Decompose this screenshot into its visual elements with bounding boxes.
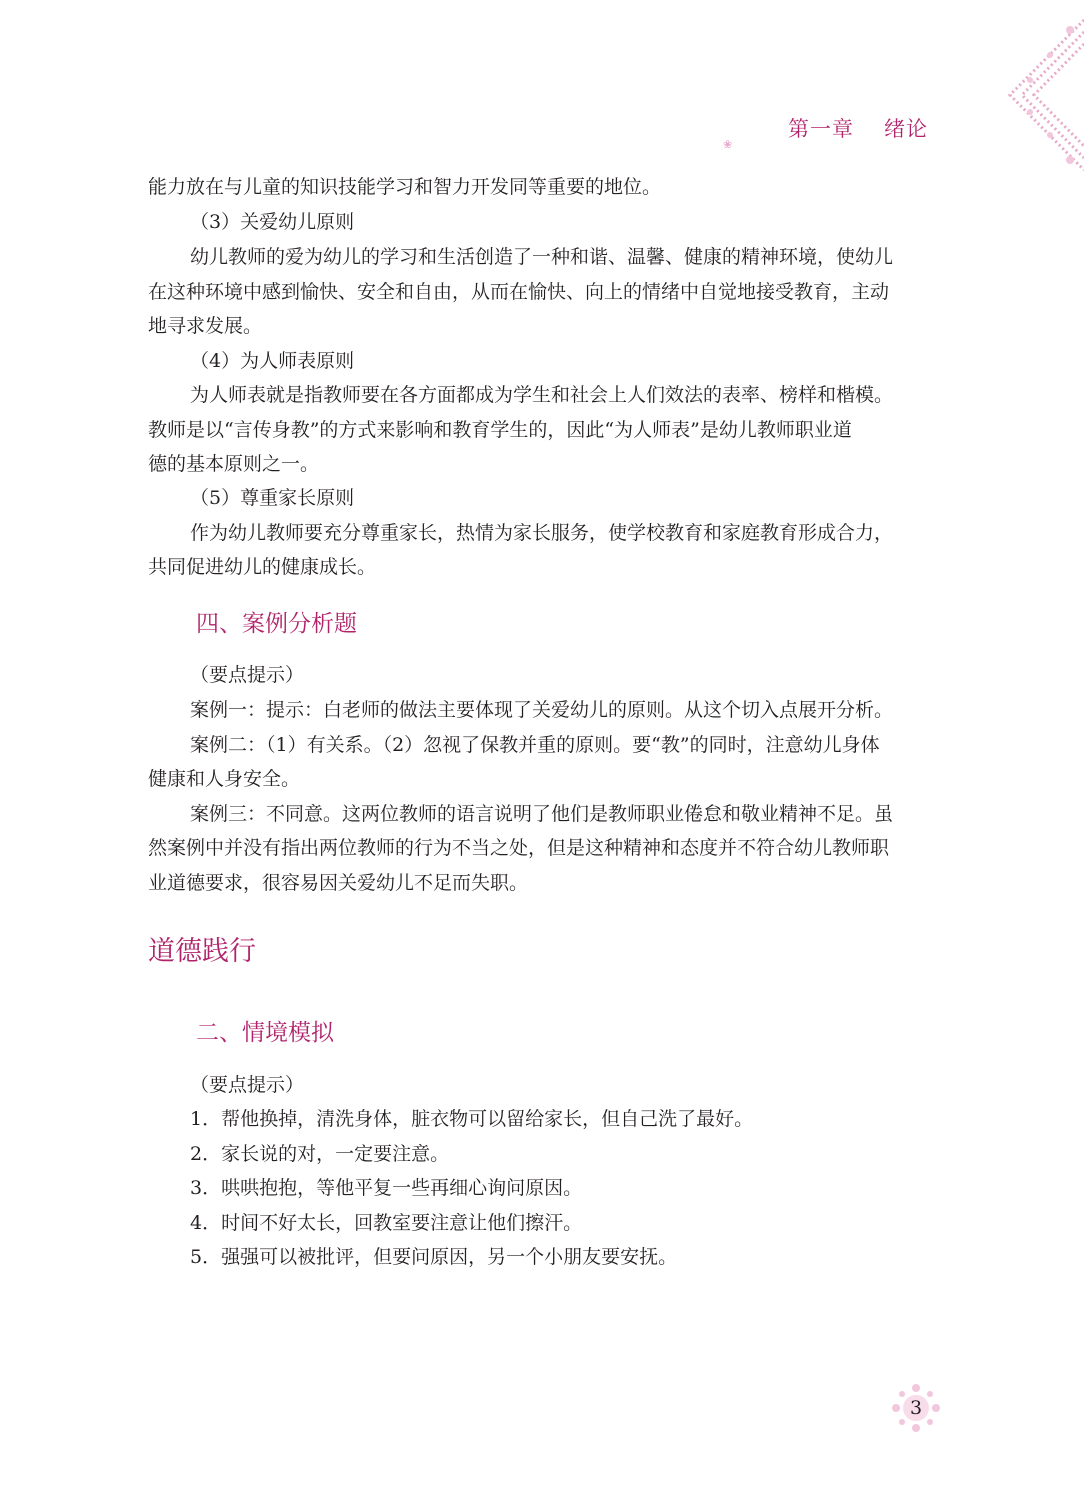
- text-line: 然案例中并没有指出两位教师的行为不当之处，但是这种精神和态度并不符合幼儿教师职: [148, 837, 890, 859]
- section-heading-case-analysis: 四、案例分析题: [196, 611, 357, 637]
- text-line: 幼儿教师的爱为幼儿的学习和生活创造了一种和谐、温馨、健康的精神环境，使幼儿: [190, 246, 894, 268]
- page-number-badge: [886, 1378, 946, 1438]
- running-header: [788, 113, 928, 143]
- list-item: 1．帮他换掉，清洗身体，脏衣物可以留给家长，但自己洗了最好。: [190, 1108, 754, 1130]
- list-item: 4．时间不好太长，回教室要注意让他们擦汗。: [190, 1212, 583, 1234]
- case-line: 案例一：提示：白老师的做法主要体现了关爱幼儿的原则。从这个切入点展开分析。: [190, 699, 894, 721]
- principle-heading: （4）为人师表原则: [190, 350, 355, 372]
- list-item: 3．哄哄抱抱，等他平复一些再细心询问原因。: [190, 1177, 583, 1199]
- key-points-note: （要点提示）: [190, 1074, 305, 1096]
- list-item: 5．强强可以被批评，但要问原因，另一个小朋友要安抚。: [190, 1246, 678, 1268]
- text-line: 业道德要求，很容易因关爱幼儿不足而失职。: [148, 872, 529, 894]
- case-line: 案例二：（1）有关系。（2）忽视了保教并重的原则。要“教”的同时，注意幼儿身体: [190, 734, 880, 756]
- chapter-title: 绪论: [884, 117, 928, 141]
- small-flower-mark: ❀: [723, 138, 733, 151]
- case-line: 案例三：不同意。这两位教师的语言说明了他们是教师职业倦怠和敬业精神不足。虽: [190, 803, 894, 825]
- text-line: 地寻求发展。: [148, 315, 263, 337]
- chapter-number: 第一章: [788, 117, 854, 141]
- page-number: 3: [909, 1397, 923, 1419]
- text-line: 教师是以“言传身教”的方式来影响和教育学生的，因此“为人师表”是幼儿教师职业道: [148, 419, 852, 441]
- text-line: 共同促进幼儿的健康成长。: [148, 556, 377, 578]
- text-line: 能力放在与儿童的知识技能学习和智力开发同等重要的地位。: [148, 176, 662, 198]
- list-item: 2．家长说的对，一定要注意。: [190, 1143, 450, 1165]
- key-points-note: （要点提示）: [190, 664, 305, 686]
- text-line: 德的基本原则之一。: [148, 453, 320, 475]
- text-line: 为人师表就是指教师要在各方面都成为学生和社会上人们效法的表率、榜样和楷模。: [190, 384, 894, 406]
- section-heading-situation-simulation: 二、情境模拟: [196, 1020, 334, 1046]
- section-heading-moral-practice: 道德践行: [148, 936, 256, 967]
- text-line: 作为幼儿教师要充分尊重家长，热情为家长服务，使学校教育和家庭教育形成合力，: [190, 522, 894, 544]
- principle-heading: （3）关爱幼儿原则: [190, 211, 355, 233]
- principle-heading: （5）尊重家长原则: [190, 487, 355, 509]
- text-line: 在这种环境中感到愉快、安全和自由，从而在愉快、向上的情绪中自觉地接受教育，主动: [148, 281, 890, 303]
- text-line: 健康和人身安全。: [148, 768, 301, 790]
